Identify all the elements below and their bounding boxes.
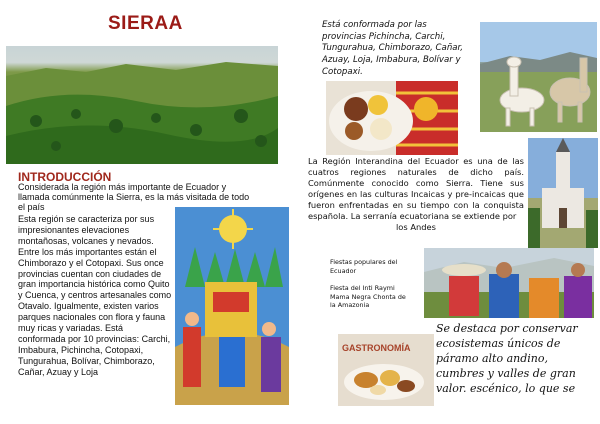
interandina-paragraph bbox=[308, 156, 524, 233]
intro-heading: INTRODUCCIÓN bbox=[18, 170, 112, 184]
fiestas-heading: Fiestas populares del Ecuador bbox=[330, 258, 398, 275]
region-paragraph: Esta región se caracteriza por sus impresionantes elevaciones montañosas, volcanes y nevados. Entre los más importantes están el Chimborazo y el Cotopaxi. Sus once provincias cuentan con ciudades de gran importancia histórica como Quito y Cuenca, y centros artesanales como Otavalo. Igualmente, existen varios parques nacionales con flora y fauna muy ricas y variadas. Está conformada por 10 provincias: Carchi, Imbabura, Pichincha, Cotopaxi, Tungurahua, Bolívar, Chimborazo, Cañar, Azuay y Loja bbox=[18, 214, 172, 377]
fiestas-list: Fiesta del Inti Raymi Mama Negra Chonta de la Amazonia bbox=[330, 284, 406, 309]
ecosistemas-paragraph: Se destaca por conservar ecosistemas únicos de páramo alto andino, cumbres y valles de gran valor. escénico, lo que se bbox=[436, 322, 578, 395]
interandina-last-line: los Andes bbox=[396, 222, 436, 232]
llamas-photo bbox=[480, 22, 597, 132]
page-title: SIERAA bbox=[108, 13, 183, 34]
gastronomy-label: GASTRONOMÍA bbox=[342, 343, 411, 353]
festival-photo bbox=[424, 248, 594, 318]
gastronomy-photo bbox=[338, 334, 434, 406]
fiestas-block bbox=[330, 258, 410, 319]
church-photo bbox=[528, 138, 598, 248]
interandina-main: La Región Interandina del Ecuador es una de las cuatros regiones naturales de dicho país. Comúnmente conocido como Sierra. Tiene sus orígenes en las culturas Incaicas y pre-incaicas que fueron enfrentadas en su tiempo con la conquista española. La serranía ecuatoriana se extiende por bbox=[308, 156, 524, 221]
intro-paragraph: Considerada la región más importante de Ecuador y llamada comúnmente la Sierra, es la más visitada de todo el país bbox=[18, 182, 250, 212]
food-photo bbox=[326, 81, 458, 155]
andean-dancer-painting bbox=[175, 207, 289, 405]
landscape-photo bbox=[6, 46, 278, 164]
provinces-paragraph: Está conformada por las provincias Pichincha, Carchi, Tungurahua, Chimborazo, Cañar, Azuay, Loja, Imbabura, Bolívar y Cotopaxi. bbox=[322, 20, 464, 77]
